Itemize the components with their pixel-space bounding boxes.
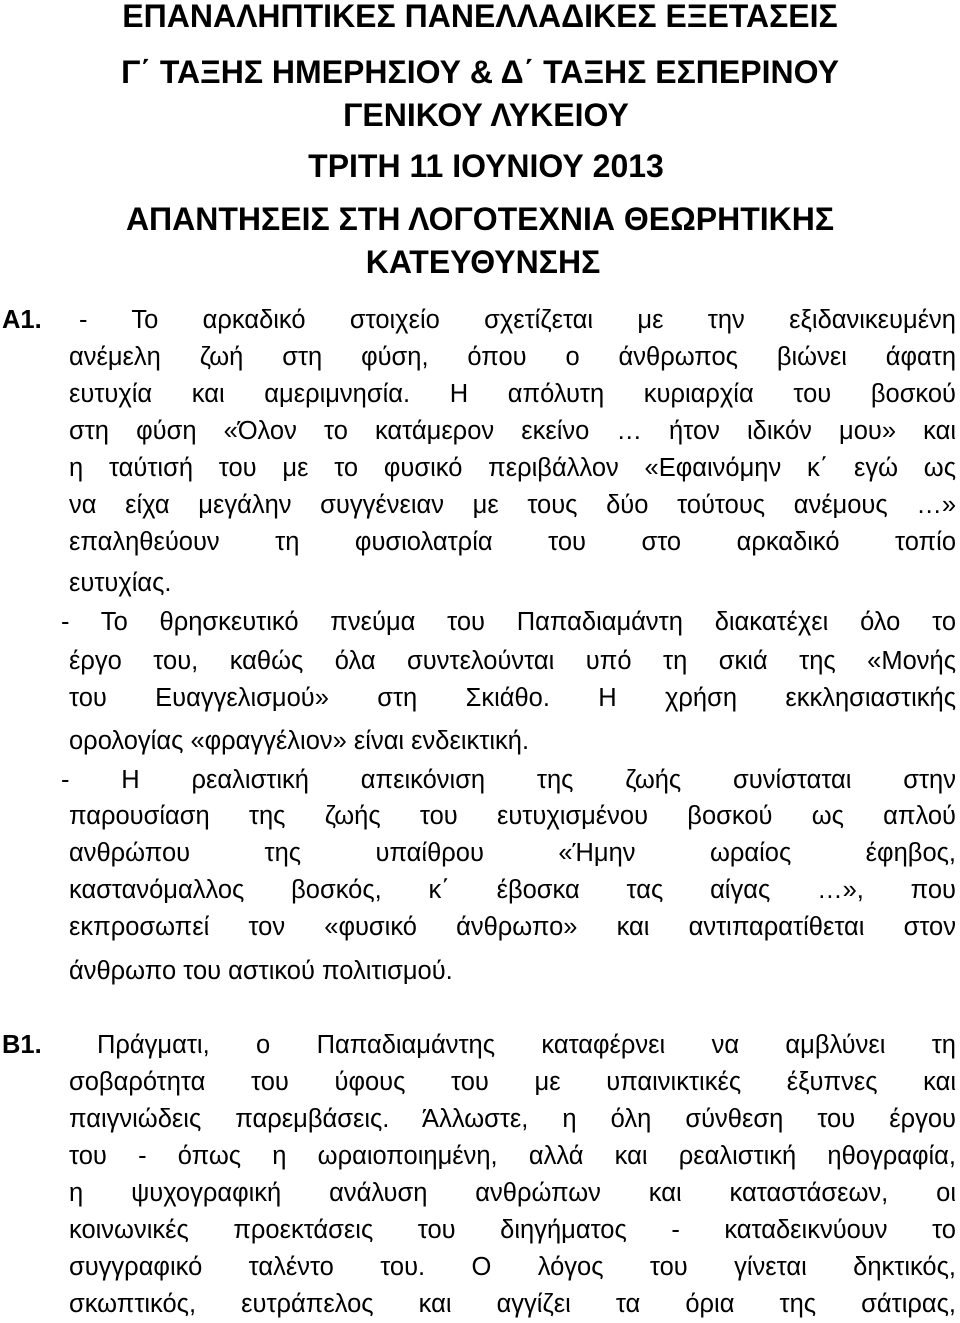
text-line: εκπροσωπεί τον «φυσικό άνθρωπο» και αντιπαρατίθεται στον — [69, 913, 956, 941]
text-line: ορολογίας «φραγγέλιον» είναι ενδεικτική. — [69, 727, 530, 755]
text-line: του - όπως η ωραιοποιημένη, αλλά και ρεαλιστική ηθογραφία, — [69, 1142, 956, 1170]
section-label-a1: Α1. — [2, 306, 42, 334]
text-line: ανθρώπου της υπαίθρου «Ήμην ωραίος έφηβος, — [69, 839, 956, 867]
text-line: η ψυχογραφική ανάλυση ανθρώπων και καταστάσεων, οι — [69, 1179, 956, 1207]
text-line: του Ευαγγελισμού» στη Σκιάθο. Η χρήση εκκλησιαστικής — [69, 684, 956, 712]
text-line: ευτυχία και αμεριμνησία. Η απόλυτη κυριαρχία του βοσκού — [69, 380, 956, 408]
exam-school-line: ΓΕΝΙΚΟΥ ΛΥΚΕΙΟΥ — [343, 97, 629, 133]
text-line: - Η ρεαλιστική απεικόνιση της ζωής συνίσταται στην — [61, 766, 956, 794]
text-line: σκωπτικός, ευτράπελος και αγγίζει τα όρια της σάτιρας, — [69, 1290, 956, 1318]
subject-line-1: ΑΠΑΝΤΗΣΕΙΣ ΣΤΗ ΛΟΓΟΤΕΧΝΙΑ ΘΕΩΡΗΤΙΚΗΣ — [125, 201, 835, 237]
text-line: - Το αρκαδικό στοιχείο σχετίζεται με την εξιδανικευμένη — [79, 306, 956, 334]
text-line: η ταύτισή του με το φυσικό περιβάλλον «Εφαινόμην κ΄ εγώ ως — [69, 454, 956, 482]
text-line: συγγραφικό ταλέντο του. Ο λόγος του γίνεται δηκτικός, — [69, 1253, 956, 1281]
text-line: επαληθεύουν τη φυσιολατρία του στο αρκαδικό τοπίο — [69, 528, 956, 556]
text-line: άνθρωπο του αστικού πολιτισμού. — [69, 957, 453, 985]
subject-line-2: ΚΑΤΕΥΘΥΝΣΗΣ — [365, 244, 601, 280]
text-line: έργο του, καθώς όλα συντελούνται υπό τη σκιά της «Μονής — [69, 647, 956, 675]
text-line: Πράγματι, ο Παπαδιαμάντης καταφέρνει να αμβλύνει τη — [97, 1031, 956, 1059]
text-line: ευτυχίας. — [69, 569, 172, 597]
text-line: παιγνιώδεις παρεμβάσεις. Άλλωστε, η όλη σύνθεση του έργου — [69, 1105, 956, 1133]
text-line: σοβαρότητα του ύφους του με υπαινικτικές έξυπνες και — [69, 1068, 956, 1096]
text-line: κοινωνικές προεκτάσεις του διηγήματος - καταδεικνύουν το — [69, 1216, 956, 1244]
text-line: - Το θρησκευτικό πνεύμα του Παπαδιαμάντη διακατέχει όλο το — [61, 608, 956, 636]
text-line: να είχα μεγάλην συγγένειαν με τους δύο τούτους ανέμους …» — [69, 491, 956, 519]
exam-date: ΤΡΙΤΗ 11 ΙΟΥΝΙΟΥ 2013 — [308, 148, 664, 184]
text-line: καστανόμαλλος βοσκός, κ΄ έβοσκα τας αίγας …», που — [69, 876, 956, 904]
exam-title: ΕΠΑΝΑΛΗΠΤΙΚΕΣ ΠΑΝΕΛΛΑΔΙΚΕΣ ΕΞΕΤΑΣΕΙΣ — [122, 0, 838, 34]
exam-grade-line: Γ΄ ΤΑΞΗΣ ΗΜΕΡΗΣΙΟΥ & Δ΄ ΤΑΞΗΣ ΕΣΠΕΡΙΝΟΥ — [121, 54, 839, 90]
text-line: ανέμελη ζωή στη φύση, όπου ο άνθρωπος βιώνει άφατη — [69, 343, 956, 371]
text-line: παρουσίαση της ζωής του ευτυχισμένου βοσκού ως απλού — [69, 802, 956, 830]
section-label-b1: Β1. — [2, 1031, 42, 1059]
text-line: στη φύση «Όλον το κατάμερον εκείνο … ήτον ιδικόν μου» και — [69, 417, 956, 445]
